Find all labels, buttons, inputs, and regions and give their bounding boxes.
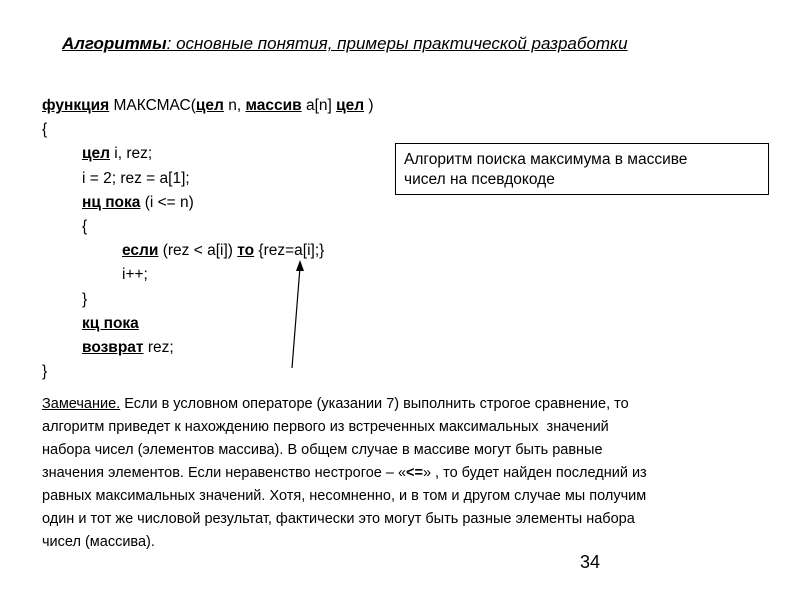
keyword: нц пока — [82, 193, 141, 211]
keyword: если — [122, 242, 159, 260]
code-line-1 — [42, 94, 374, 118]
code-text: (i <= n) — [140, 193, 194, 211]
remark-line-4 — [42, 462, 782, 485]
code-line-7 — [42, 239, 374, 263]
code-line-10 — [42, 312, 374, 336]
remark-line-2: алгоритм приведет к нахождению первого из встреченных максимальных значений — [42, 419, 609, 435]
remark-line-6: один и тот же числовой результат, фактически это могут быть разные элементы набора — [42, 511, 635, 527]
pseudocode-block — [42, 94, 374, 384]
slide-title — [62, 34, 762, 54]
code-text: {rez=a[i];} — [254, 242, 325, 260]
remark-text: » , то будет найден последний из — [422, 465, 647, 481]
callout-box — [395, 143, 769, 195]
arrow-head — [296, 260, 304, 271]
keyword: цел — [82, 145, 110, 163]
title-rest: : основные понятия, примеры практической разработки — [166, 34, 628, 53]
code-text: (rez < a[i]) — [158, 242, 238, 260]
page-number: 34 — [580, 552, 601, 572]
keyword: возврат — [82, 338, 144, 356]
pointer-arrow — [285, 255, 315, 375]
keyword: массив — [245, 97, 302, 114]
code-line-3 — [42, 142, 374, 166]
remark-label: Замечание. — [42, 396, 121, 412]
remark-line-5: равных максимальных значений. Хотя, несомненно, и в том и другом случае мы получим — [42, 488, 647, 504]
keyword: функция — [42, 97, 110, 114]
remark-text: Если в условном операторе (указании 7) выполнить строгое сравнение, то — [120, 396, 629, 412]
remark-line-7: чисел (массива). — [42, 534, 155, 550]
title-head: Алгоритмы — [62, 34, 167, 53]
keyword: кц пока — [82, 314, 139, 332]
code-text: ) — [364, 97, 374, 114]
code-line-8: i++; — [122, 266, 148, 284]
code-text: n, — [223, 97, 246, 114]
code-line-5 — [42, 191, 374, 215]
code-text: i, rez; — [110, 145, 153, 163]
keyword: цел — [336, 97, 365, 114]
code-line-2: { — [42, 121, 48, 139]
code-line-12: } — [42, 363, 48, 381]
code-line-11 — [42, 336, 374, 360]
code-text: a[n] — [301, 97, 337, 114]
remark-paragraph — [42, 393, 782, 554]
code-line-6: { — [82, 217, 88, 235]
code-text: МАКСМАС( — [109, 97, 196, 114]
callout-line-2: чисел на псевдокоде — [404, 171, 555, 188]
remark-line-3: набора чисел (элементов массива). В общем случае в массиве могут быть равные — [42, 442, 603, 458]
keyword: то — [237, 242, 255, 260]
code-line-9: } — [82, 290, 88, 308]
callout-line-1: Алгоритм поиска максимума в массиве — [404, 151, 688, 168]
code-text: rez; — [143, 338, 174, 356]
arrow-shaft — [292, 267, 300, 368]
remark-line-1 — [42, 393, 782, 416]
keyword: цел — [195, 97, 224, 114]
code-line-4: i = 2; rez = a[1]; — [82, 169, 190, 187]
operator-highlight: <= — [406, 465, 423, 481]
remark-text: значения элементов. Если неравенство нестрогое – « — [42, 465, 407, 481]
